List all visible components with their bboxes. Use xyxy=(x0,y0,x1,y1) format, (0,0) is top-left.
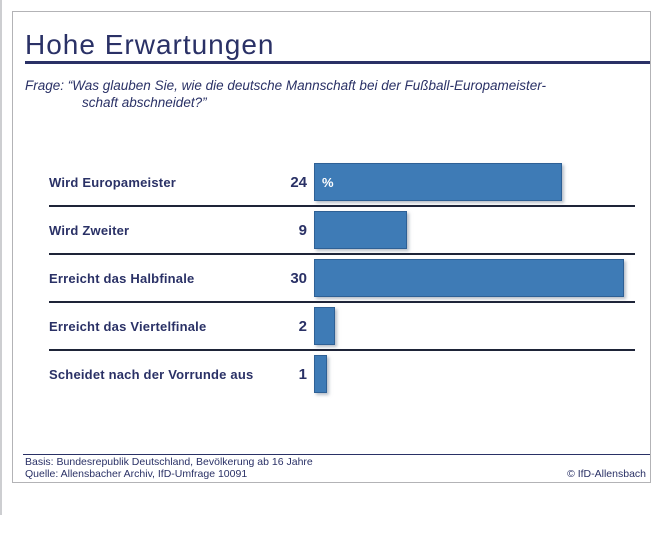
chart-row xyxy=(49,207,635,255)
bar-value: 9 xyxy=(298,221,307,239)
footer-copyright: © IfD-Allensbach xyxy=(567,467,646,480)
chart-footer xyxy=(23,454,650,480)
bar xyxy=(314,163,562,201)
footer-basis: Basis: Bundesrepublik Deutschland, Bevölkerung ab 16 Jahre xyxy=(25,456,313,468)
bar xyxy=(314,355,327,393)
bar-label: Erreicht das Viertelfinale xyxy=(49,318,207,334)
bar xyxy=(314,259,624,297)
percent-unit-label: % xyxy=(322,174,334,190)
survey-question-line2: schaft abschneidet?” xyxy=(82,95,207,110)
footer-source-block xyxy=(25,457,313,480)
chart-row xyxy=(49,303,635,351)
bar xyxy=(314,211,407,249)
page-title: Hohe Erwartungen xyxy=(25,29,275,60)
bar-value: 24 xyxy=(290,173,307,191)
bar-value: 1 xyxy=(298,365,307,383)
survey-question xyxy=(25,77,636,111)
chart-row xyxy=(49,159,635,207)
bar-label: Wird Zweiter xyxy=(49,222,130,238)
bar-label: Wird Europameister xyxy=(49,174,177,190)
chart-frame xyxy=(12,11,651,483)
bar-rows xyxy=(13,159,650,397)
chart-row xyxy=(49,255,635,303)
screenshot-left-edge xyxy=(0,0,2,515)
title-underline xyxy=(25,61,650,64)
bar-value: 30 xyxy=(290,269,307,287)
bar xyxy=(314,307,335,345)
survey-question-line1: Frage: “Was glauben Sie, wie die deutsche Mannschaft bei der Fußball-Europameister- xyxy=(25,78,547,93)
bar-label: Scheidet nach der Vorrunde aus xyxy=(49,366,254,382)
bar-value: 2 xyxy=(298,317,307,335)
chart-row xyxy=(49,351,635,397)
footer-quelle: Quelle: Allensbacher Archiv, IfD-Umfrage 10091 xyxy=(25,467,248,480)
bar-label: Erreicht das Halbfinale xyxy=(49,270,195,286)
